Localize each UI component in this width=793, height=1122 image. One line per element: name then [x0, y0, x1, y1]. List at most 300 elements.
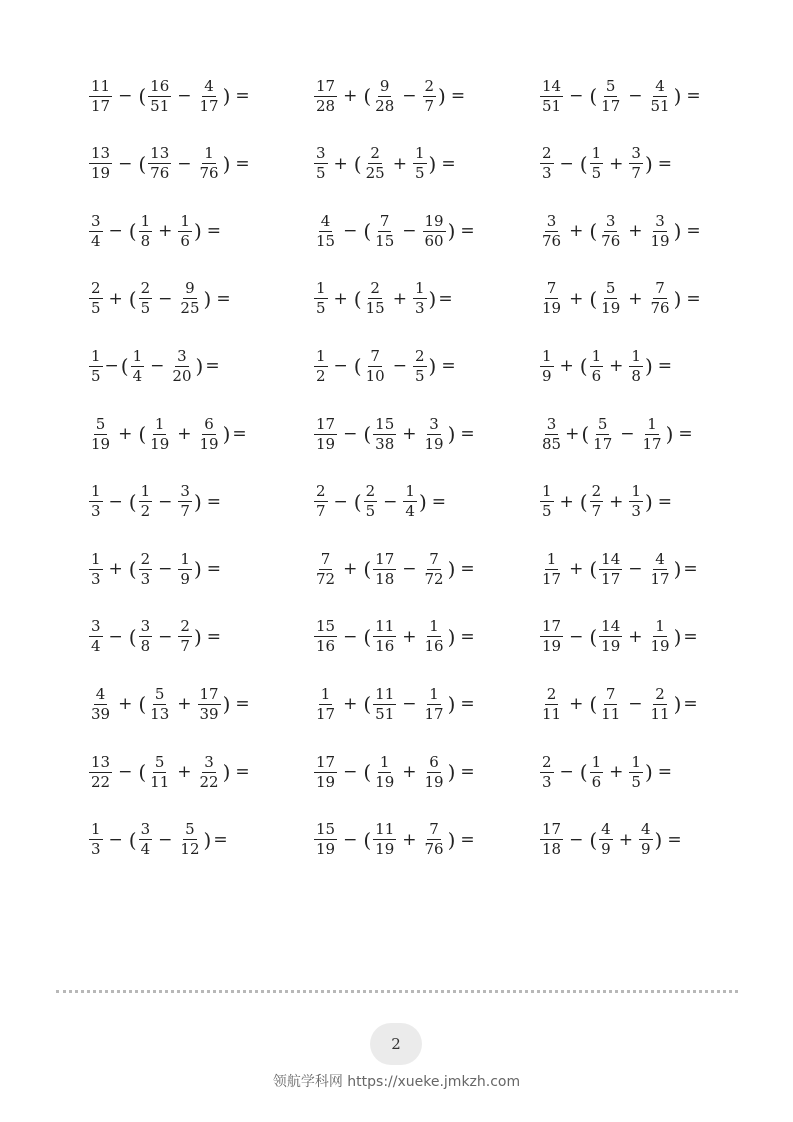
fraction: [540, 416, 563, 453]
denominator: 17: [601, 569, 621, 588]
denominator: 19: [199, 434, 219, 453]
fraction: [599, 78, 622, 115]
fraction: [423, 551, 446, 588]
parenthesis: (: [128, 624, 137, 649]
denominator: 8: [631, 366, 641, 385]
fraction: [649, 618, 672, 655]
operator: −: [158, 626, 173, 647]
denominator: 76: [150, 164, 170, 183]
fraction: [139, 551, 153, 588]
operator: +: [628, 221, 643, 242]
denominator: 76: [650, 299, 670, 318]
equals-sign: =: [450, 86, 466, 106]
denominator: 3: [91, 502, 101, 521]
parenthesis: (: [589, 624, 598, 649]
numerator: 3: [605, 211, 616, 230]
denominator: 11: [150, 772, 170, 791]
numerator: 5: [95, 414, 106, 433]
denominator: 76: [199, 164, 219, 183]
numerator: 1: [429, 617, 439, 636]
fraction: [89, 145, 112, 182]
denominator: 19: [601, 299, 621, 318]
problem-3-11: [539, 747, 672, 797]
fraction: [314, 754, 337, 791]
denominator: 15: [316, 231, 336, 250]
equals-sign: =: [460, 221, 475, 242]
parenthesis: ): [447, 557, 456, 582]
fraction: [599, 280, 622, 317]
fraction: [89, 686, 112, 723]
problem-1-4: [88, 274, 231, 324]
fraction: [89, 754, 112, 791]
denominator: 11: [650, 704, 670, 723]
operator: +: [402, 626, 417, 647]
fraction: [131, 348, 145, 385]
numerator: 7: [379, 211, 390, 230]
equals-sign: =: [667, 829, 682, 850]
operator: +: [392, 288, 407, 309]
fraction: [89, 483, 103, 520]
equals-sign: =: [235, 762, 250, 782]
fraction: [198, 145, 221, 182]
numerator: 2: [140, 549, 151, 568]
denominator: 28: [316, 96, 336, 115]
denominator: 3: [631, 502, 641, 521]
operator: +: [402, 424, 417, 444]
fraction: [649, 280, 672, 317]
operator: +: [569, 694, 584, 715]
numerator: 1: [429, 684, 439, 703]
numerator: 13: [91, 144, 111, 163]
parenthesis: (: [363, 760, 372, 784]
numerator: 7: [429, 820, 439, 839]
denominator: 5: [365, 502, 376, 521]
numerator: 17: [375, 549, 395, 568]
denominator: 5: [414, 164, 425, 183]
parenthesis: (: [589, 219, 598, 244]
problem-3-12: [539, 815, 682, 865]
equals-sign: =: [460, 424, 475, 444]
equals-sign: =: [683, 626, 698, 647]
problem-2-11: [313, 747, 475, 797]
equals-sign: =: [460, 829, 475, 850]
denominator: 17: [199, 96, 219, 115]
numerator: 3: [429, 414, 439, 433]
fraction: [540, 618, 563, 655]
problem-1-1: [88, 71, 250, 121]
equals-sign: =: [460, 694, 475, 715]
parenthesis: (: [128, 489, 137, 514]
operator: −: [569, 626, 584, 647]
fraction: [373, 551, 396, 588]
fraction: [139, 821, 153, 858]
denominator: 9: [601, 840, 611, 859]
denominator: 19: [542, 637, 562, 656]
denominator: 4: [91, 231, 101, 250]
fraction: [590, 348, 604, 385]
fraction: [178, 551, 192, 588]
equals-sign: =: [460, 559, 475, 580]
numerator: 6: [204, 414, 214, 433]
problem-2-12: [313, 815, 475, 865]
operator: −: [392, 356, 407, 377]
fraction: [599, 618, 622, 655]
equals-sign: =: [206, 559, 222, 580]
fraction: [540, 754, 554, 791]
parenthesis: ): [447, 624, 456, 649]
operator: +: [618, 829, 633, 850]
operator: −: [118, 762, 133, 782]
equals-sign: =: [431, 491, 447, 512]
fraction: [314, 348, 328, 385]
fraction: [649, 213, 672, 250]
denominator: 76: [424, 840, 444, 859]
problem-2-7: [313, 477, 446, 527]
equals-sign: =: [678, 424, 693, 444]
denominator: 5: [316, 299, 326, 318]
denominator: 4: [132, 366, 143, 385]
problem-3-6: [539, 409, 693, 459]
operator: −: [343, 762, 358, 782]
parenthesis: (: [138, 760, 147, 784]
denominator: 22: [199, 772, 219, 791]
numerator: 1: [542, 482, 552, 501]
operator: −: [402, 694, 417, 715]
fraction: [148, 145, 171, 182]
operator: +: [343, 86, 358, 106]
numerator: 1: [414, 279, 425, 298]
fraction: [373, 686, 396, 723]
parenthesis: (: [579, 151, 588, 176]
parenthesis: (: [128, 827, 137, 852]
problem-3-10: [539, 679, 698, 729]
parenthesis: (: [353, 489, 362, 514]
problem-2-9: [313, 612, 475, 662]
denominator: 60: [424, 231, 444, 250]
problem-2-5: [313, 341, 456, 391]
fraction: [178, 821, 201, 858]
fraction: [590, 145, 604, 182]
denominator: 5: [91, 299, 101, 318]
operator: −: [108, 626, 123, 647]
numerator: 17: [316, 414, 336, 433]
problem-3-2: [539, 139, 672, 189]
fraction: [641, 416, 664, 453]
parenthesis: ): [222, 84, 231, 108]
denominator: 17: [593, 434, 613, 453]
fraction: [314, 686, 337, 723]
fraction: [170, 348, 193, 385]
numerator: 3: [655, 211, 665, 230]
denominator: 51: [542, 96, 562, 115]
numerator: 19: [424, 211, 444, 230]
parenthesis: ): [222, 422, 231, 446]
numerator: 3: [180, 482, 190, 501]
numerator: 4: [640, 820, 651, 839]
fraction: [649, 551, 672, 588]
equals-sign: =: [216, 288, 231, 309]
operator: −: [104, 356, 119, 377]
parenthesis: (: [363, 84, 372, 108]
problem-3-7: [539, 477, 672, 527]
operator: +: [108, 559, 123, 580]
equals-sign: =: [460, 762, 475, 782]
parenthesis: ): [644, 354, 653, 379]
denominator: 11: [542, 704, 562, 723]
parenthesis: ): [447, 422, 456, 446]
fraction: [599, 551, 622, 588]
denominator: 72: [424, 569, 444, 588]
parenthesis: ): [447, 692, 456, 717]
denominator: 19: [650, 637, 670, 656]
numerator: 3: [140, 617, 151, 636]
denominator: 7: [424, 96, 435, 115]
fraction: [139, 213, 153, 250]
fraction: [178, 213, 192, 250]
numerator: 3: [91, 617, 101, 636]
operator: +: [343, 694, 358, 715]
parenthesis: (: [353, 354, 362, 379]
operator: −: [628, 86, 643, 106]
equals-sign: =: [206, 626, 222, 647]
problem-2-1: [313, 71, 465, 121]
denominator: 20: [172, 366, 192, 385]
denominator: 19: [375, 772, 395, 791]
operator: +: [559, 356, 574, 377]
operator: −: [343, 221, 358, 242]
fraction: [314, 821, 337, 858]
operator: +: [108, 288, 123, 309]
problem-3-9: [539, 612, 698, 662]
parenthesis: (: [353, 286, 362, 311]
equals-sign: =: [460, 626, 475, 647]
denominator: 4: [140, 840, 151, 859]
parenthesis: ): [447, 827, 456, 852]
denominator: 2: [316, 366, 326, 385]
problem-1-10: [88, 679, 250, 729]
equals-sign: =: [206, 491, 222, 512]
numerator: 3: [204, 752, 214, 771]
operator: −: [158, 288, 173, 309]
denominator: 3: [542, 164, 552, 183]
numerator: 1: [542, 346, 552, 365]
numerator: 4: [601, 820, 611, 839]
operator: +: [402, 762, 417, 782]
parenthesis: (: [589, 286, 598, 311]
numerator: 1: [631, 482, 641, 501]
denominator: 8: [140, 231, 151, 250]
numerator: 1: [91, 346, 101, 365]
operator: +: [565, 424, 580, 444]
parenthesis: (: [579, 489, 588, 514]
page-number: 2: [391, 1035, 401, 1053]
fraction: [423, 416, 446, 453]
numerator: 3: [177, 346, 187, 365]
parenthesis: ): [222, 692, 231, 717]
parenthesis: (: [353, 151, 362, 176]
fraction: [139, 618, 153, 655]
fraction: [540, 551, 563, 588]
numerator: 5: [605, 76, 616, 95]
fraction: [148, 686, 171, 723]
numerator: 2: [180, 617, 190, 636]
operator: +: [628, 626, 643, 647]
operator: −: [343, 829, 358, 850]
operator: +: [177, 694, 192, 715]
problem-1-9: [88, 612, 221, 662]
denominator: 19: [91, 164, 111, 183]
operator: −: [108, 829, 123, 850]
numerator: 1: [631, 346, 641, 365]
denominator: 28: [375, 96, 395, 115]
fraction: [373, 821, 396, 858]
numerator: 1: [631, 752, 641, 771]
operator: −: [108, 221, 123, 242]
numerator: 1: [405, 482, 415, 501]
operator: −: [177, 153, 192, 174]
denominator: 13: [150, 704, 170, 723]
denominator: 2: [140, 502, 151, 521]
numerator: 13: [150, 144, 170, 163]
numerator: 2: [424, 76, 435, 95]
parenthesis: ): [644, 151, 653, 176]
parenthesis: ): [644, 489, 653, 514]
equals-sign: =: [686, 86, 701, 106]
fraction: [629, 145, 643, 182]
fraction: [540, 686, 563, 723]
numerator: 1: [91, 549, 101, 568]
fraction: [178, 483, 192, 520]
operator: −: [628, 694, 643, 715]
denominator: 15: [375, 231, 395, 250]
denominator: 9: [180, 569, 190, 588]
numerator: 14: [542, 76, 562, 95]
fraction: [314, 280, 328, 317]
operator: +: [177, 762, 192, 782]
parenthesis: (: [589, 692, 598, 717]
parenthesis: (: [128, 557, 137, 582]
fraction: [403, 483, 417, 520]
denominator: 18: [542, 840, 562, 859]
numerator: 1: [180, 549, 190, 568]
page-number-badge: [370, 1023, 422, 1065]
fraction: [629, 348, 643, 385]
numerator: 2: [546, 684, 557, 703]
operator: −: [559, 762, 574, 782]
fraction: [373, 754, 396, 791]
equals-sign: =: [657, 356, 673, 377]
denominator: 9: [542, 366, 552, 385]
parenthesis: ): [673, 84, 682, 108]
parenthesis: ): [673, 692, 682, 717]
operator: −: [628, 559, 643, 580]
fraction: [89, 348, 103, 385]
numerator: 7: [546, 279, 557, 298]
operator: −: [118, 153, 133, 174]
parenthesis: (: [138, 422, 147, 446]
numerator: 1: [591, 144, 602, 163]
denominator: 39: [91, 704, 111, 723]
denominator: 6: [180, 231, 190, 250]
denominator: 3: [542, 772, 552, 791]
fraction: [148, 754, 171, 791]
numerator: 2: [370, 144, 380, 163]
numerator: 1: [140, 211, 151, 230]
fraction: [540, 145, 554, 182]
footer-text: 领航学科网 https://xueke.jmkzh.com: [272, 1074, 521, 1090]
numerator: 7: [370, 346, 380, 365]
parenthesis: ): [193, 557, 202, 582]
fraction: [591, 416, 614, 453]
denominator: 19: [650, 231, 670, 250]
numerator: 1: [204, 144, 214, 163]
operator: +: [569, 288, 584, 309]
operator: −: [402, 559, 417, 580]
numerator: 1: [91, 820, 101, 839]
problem-3-3: [539, 206, 701, 256]
fraction: [314, 551, 337, 588]
fraction: [423, 213, 446, 250]
operator: +: [333, 288, 348, 309]
fraction: [423, 618, 446, 655]
equals-sign: =: [657, 153, 673, 174]
parenthesis: ): [428, 354, 437, 379]
fraction: [629, 754, 643, 791]
denominator: 16: [375, 637, 395, 656]
problem-1-8: [88, 544, 221, 594]
fraction: [373, 618, 396, 655]
numerator: 1: [132, 346, 143, 365]
problem-3-8: [539, 544, 698, 594]
fraction: [540, 280, 563, 317]
equals-sign: =: [213, 829, 228, 850]
fraction: [314, 145, 328, 182]
parenthesis: (: [579, 354, 588, 379]
fraction: [198, 754, 221, 791]
operator: −: [559, 153, 574, 174]
numerator: 5: [597, 414, 608, 433]
fraction: [540, 483, 554, 520]
denominator: 7: [180, 637, 190, 656]
numerator: 2: [316, 482, 326, 501]
parenthesis: (: [363, 827, 372, 852]
fraction: [314, 416, 337, 453]
parenthesis: (: [363, 219, 372, 244]
operator: −: [108, 491, 123, 512]
numerator: 2: [655, 684, 665, 703]
numerator: 2: [365, 482, 376, 501]
denominator: 17: [91, 96, 111, 115]
numerator: 9: [379, 76, 390, 95]
fraction: [364, 280, 387, 317]
numerator: 5: [154, 752, 165, 771]
parenthesis: (: [138, 692, 147, 717]
fraction: [423, 754, 446, 791]
numerator: 2: [414, 346, 425, 365]
denominator: 4: [405, 502, 415, 521]
operator: −: [343, 626, 358, 647]
operator: +: [392, 153, 407, 174]
operator: +: [333, 153, 348, 174]
problem-2-4: [313, 274, 453, 324]
denominator: 19: [316, 840, 336, 859]
fraction: [649, 686, 672, 723]
numerator: 3: [546, 414, 557, 433]
denominator: 17: [316, 704, 336, 723]
numerator: 1: [154, 414, 165, 433]
fraction: [599, 213, 622, 250]
operator: −: [118, 86, 133, 106]
